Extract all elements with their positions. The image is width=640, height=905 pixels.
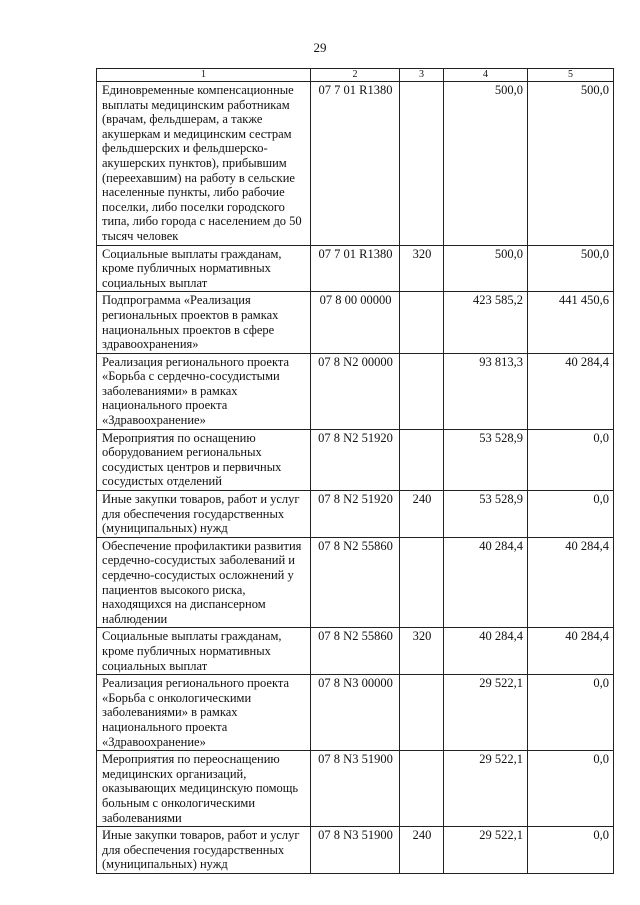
header-col-3: 3	[400, 69, 444, 82]
table-row	[97, 292, 614, 353]
page-number: 29	[313, 40, 327, 55]
row-type-cell	[400, 353, 444, 429]
table-row	[97, 353, 614, 429]
row-code-cell: 07 8 N3 00000	[311, 675, 400, 751]
table-row	[97, 675, 614, 751]
row-sum1-cell: 29 522,1	[444, 751, 528, 827]
row-name-cell: Иные закупки товаров, работ и услуг для обеспечения государственных (муниципальных) нужд	[97, 491, 311, 538]
table-row	[97, 429, 614, 490]
row-code-cell: 07 8 N2 51920	[311, 429, 400, 490]
row-sum2-cell: 500,0	[528, 245, 614, 292]
row-name-cell: Иные закупки товаров, работ и услуг для обеспечения государственных (муниципальных) нужд	[97, 827, 311, 874]
row-sum2-cell: 40 284,4	[528, 353, 614, 429]
row-code-cell: 07 7 01 R1380	[311, 82, 400, 246]
row-name-cell: Мероприятия по переоснащению медицинских организаций, оказывающих медицинскую помощь больным с онкологическими заболеваниями	[97, 751, 311, 827]
row-type-cell: 320	[400, 245, 444, 292]
row-name-cell: Реализация регионального проекта «Борьба с сердечно-сосудистыми заболеваниями» в рамках национального проекта «Здравоохранение»	[97, 353, 311, 429]
budget-table	[96, 68, 614, 874]
row-sum2-cell: 0,0	[528, 827, 614, 874]
table-row	[97, 82, 614, 246]
header-col-1: 1	[97, 69, 311, 82]
row-sum1-cell: 93 813,3	[444, 353, 528, 429]
row-type-cell	[400, 429, 444, 490]
row-type-cell: 240	[400, 827, 444, 874]
row-sum2-cell: 40 284,4	[528, 537, 614, 628]
row-sum1-cell: 40 284,4	[444, 628, 528, 675]
row-name-cell: Реализация регионального проекта «Борьба с онкологическими заболеваниями» в рамках национального проекта «Здравоохранение»	[97, 675, 311, 751]
row-code-cell: 07 8 N3 51900	[311, 827, 400, 874]
row-code-cell: 07 8 N2 51920	[311, 491, 400, 538]
row-code-cell: 07 8 00 00000	[311, 292, 400, 353]
row-sum2-cell: 40 284,4	[528, 628, 614, 675]
row-code-cell: 07 7 01 R1380	[311, 245, 400, 292]
row-type-cell: 240	[400, 491, 444, 538]
row-sum1-cell: 40 284,4	[444, 537, 528, 628]
header-col-2: 2	[311, 69, 400, 82]
row-code-cell: 07 8 N3 51900	[311, 751, 400, 827]
row-type-cell	[400, 537, 444, 628]
row-code-cell: 07 8 N2 55860	[311, 537, 400, 628]
row-sum1-cell: 500,0	[444, 245, 528, 292]
row-sum1-cell: 53 528,9	[444, 429, 528, 490]
table-row	[97, 491, 614, 538]
row-name-cell: Подпрограмма «Реализация региональных проектов в рамках национальных проектов в сфере здравоохранения»	[97, 292, 311, 353]
table-header-row	[97, 69, 614, 82]
row-type-cell	[400, 82, 444, 246]
row-name-cell: Мероприятия по оснащению оборудованием региональных сосудистых центров и первичных сосудистых отделений	[97, 429, 311, 490]
row-name-cell: Социальные выплаты гражданам, кроме публичных нормативных социальных выплат	[97, 245, 311, 292]
row-sum2-cell: 0,0	[528, 675, 614, 751]
table-row	[97, 628, 614, 675]
table-row	[97, 537, 614, 628]
row-sum1-cell: 53 528,9	[444, 491, 528, 538]
row-sum1-cell: 29 522,1	[444, 827, 528, 874]
table-row	[97, 245, 614, 292]
row-sum2-cell: 500,0	[528, 82, 614, 246]
row-type-cell	[400, 292, 444, 353]
row-sum2-cell: 0,0	[528, 429, 614, 490]
row-type-cell: 320	[400, 628, 444, 675]
header-col-4: 4	[444, 69, 528, 82]
row-name-cell: Единовременные компенсационные выплаты медицинским работникам (врачам, фельдшерам, а также акушеркам и медицинским сестрам фельдшерских и фельдшерско-акушерских пунктов), прибывшим (переехавшим) на работу в сельские населенные пункты, либо рабочие поселки, либо поселки городского типа, либо города с населением до 50 тысяч человек	[97, 82, 311, 246]
row-sum2-cell: 0,0	[528, 751, 614, 827]
table-row	[97, 751, 614, 827]
row-name-cell: Обеспечение профилактики развития сердечно-сосудистых заболеваний и сердечно-сосудистых осложнений у пациентов высокого риска, находящихся на диспансерном наблюдении	[97, 537, 311, 628]
row-type-cell	[400, 675, 444, 751]
row-code-cell: 07 8 N2 55860	[311, 628, 400, 675]
row-sum1-cell: 500,0	[444, 82, 528, 246]
row-name-cell: Социальные выплаты гражданам, кроме публичных нормативных социальных выплат	[97, 628, 311, 675]
row-code-cell: 07 8 N2 00000	[311, 353, 400, 429]
row-sum2-cell: 441 450,6	[528, 292, 614, 353]
row-type-cell	[400, 751, 444, 827]
row-sum2-cell: 0,0	[528, 491, 614, 538]
row-sum1-cell: 423 585,2	[444, 292, 528, 353]
header-col-5: 5	[528, 69, 614, 82]
table-row	[97, 827, 614, 874]
row-sum1-cell: 29 522,1	[444, 675, 528, 751]
